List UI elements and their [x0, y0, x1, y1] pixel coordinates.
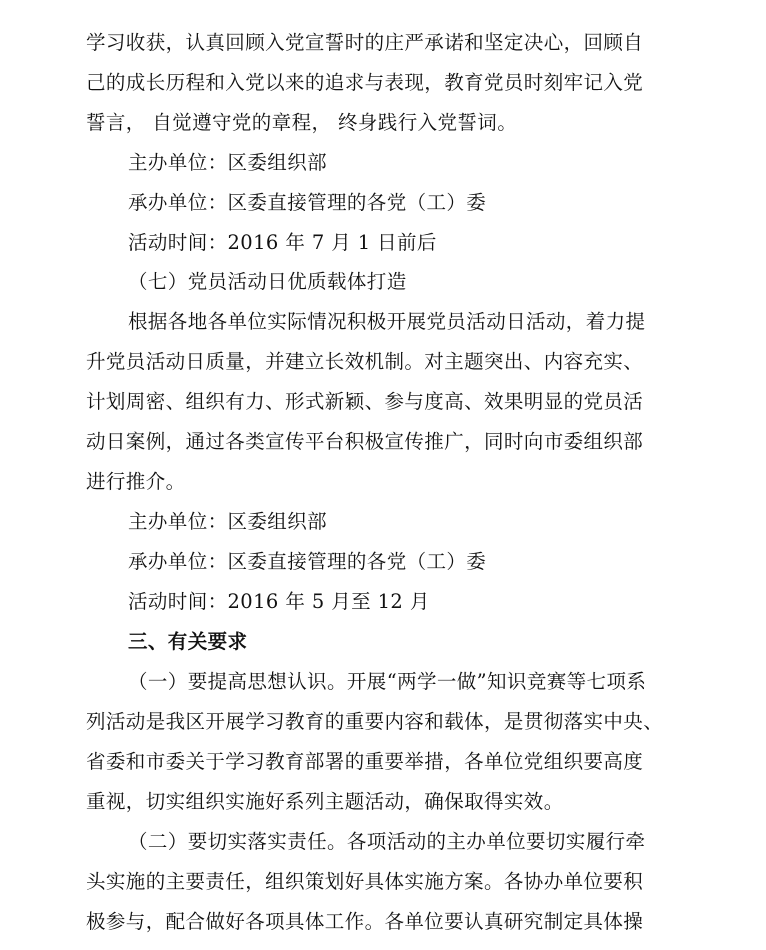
paragraph-line: 头实施的主要责任，组织策划好具体实施方案。各协办单位要积	[86, 870, 644, 893]
paragraph-line: 重视，切实组织实施好系列主题活动，确保取得实效。	[86, 790, 564, 813]
paragraph-line: 誓言， 自觉遵守党的章程， 终身践行入党誓词。	[86, 111, 518, 134]
paragraph-line: 己的成长历程和入党以来的追求与表现，教育党员时刻牢记入党	[86, 71, 644, 94]
paragraph-line: 根据各地各单位实际情况积极开展党员活动日活动，着力提	[128, 310, 646, 333]
activity-time-line: 活动时间：2016 年 5 月至 12 月	[128, 590, 430, 613]
section-heading: 三、有关要求	[128, 630, 248, 653]
paragraph-line: 极参与，配合做好各项具体工作。各单位要认真研究制定具体操	[86, 910, 644, 933]
paragraph-line: （一）要提高思想认识。开展“两学一做”知识竞赛等七项系	[128, 670, 647, 693]
co-organizer-line: 承办单位：区委直接管理的各党（工）委	[128, 550, 487, 573]
paragraph-line: 动日案例，通过各类宣传平台积极宣传推广，同时向市委组织部	[86, 430, 644, 453]
paragraph-line: 学习收获，认真回顾入党宣誓时的庄严承诺和坚定决心，回顾自	[86, 31, 644, 54]
co-organizer-line: 承办单位：区委直接管理的各党（工）委	[128, 191, 487, 214]
activity-time-line: 活动时间：2016 年 7 月 1 日前后	[128, 231, 437, 254]
paragraph-line: 进行推介。	[86, 470, 186, 493]
organizer-line: 主办单位：区委组织部	[128, 510, 328, 533]
subsection-heading: （七）党员活动日优质载体打造	[128, 270, 407, 293]
paragraph-line: 升党员活动日质量，并建立长效机制。对主题突出、内容充实、	[86, 350, 644, 373]
paragraph-line: 省委和市委关于学习教育部署的重要举措，各单位党组织要高度	[86, 750, 644, 773]
paragraph-line: 计划周密、组织有力、形式新颖、参与度高、效果明显的党员活	[86, 390, 644, 413]
paragraph-line: （二）要切实落实责任。各项活动的主办单位要切实履行牵	[128, 830, 646, 853]
organizer-line: 主办单位：区委组织部	[128, 151, 328, 174]
paragraph-line: 列活动是我区开展学习教育的重要内容和载体，是贯彻落实中央、	[86, 710, 664, 733]
